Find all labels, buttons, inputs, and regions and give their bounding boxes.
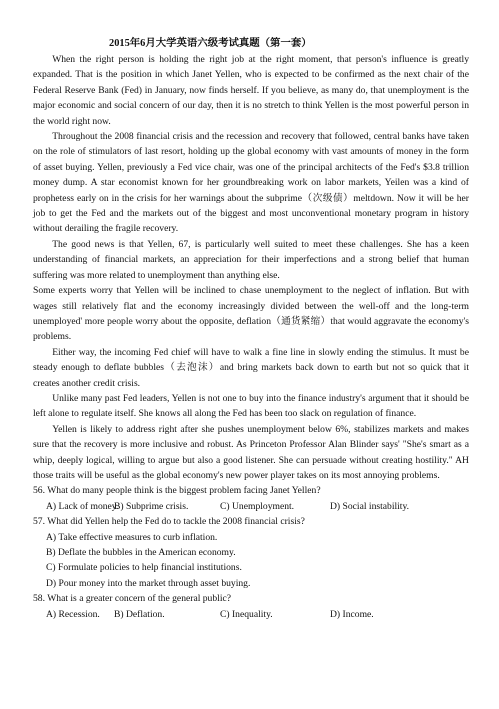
option-c: C) Formulate policies to help financial institutions. <box>46 562 242 574</box>
option-a: A) Recession. <box>46 608 100 620</box>
question-58-options <box>46 607 469 622</box>
option-b: B) Deflation. <box>114 608 165 620</box>
option-b: B) Subprime crisis. <box>114 500 189 512</box>
passage-paragraph: Throughout the 2008 financial crisis and the recession and recovery that followed, central banks have taken on the role of stimulators of last resort, holding up the global economy with vast amounts of money in the form of asset buying. Yellen, previously a Fed vice chair, was one of the principal architects of the Fed's $3.8 trillion money dump. A star economist known for her groundbreaking work on labor markets, Yeilen was a kind of prophetess early on in the crisis for her warnings about the subprime（次级债）meltdown. Now it will be her job to get the Fed and the markets out of the biggest and most unconventional monetary program in history without derailing the fragile recovery. <box>33 131 469 235</box>
question-57: 57. What did Yellen help the Fed do to tackle the 2008 financial crisis? <box>33 516 305 528</box>
passage-paragraph: The good news is that Yellen, 67, is particularly well suited to meet these challenges. She has a keen understanding of financial markets, an appreciation for their imperfections and a strong belief that human suffering was more related to unemployment than anything else. <box>33 238 469 281</box>
passage-paragraph: Some experts worry that Yellen will be inclined to chase unemployment to the neglect of inflation. But with wages still relatively flat and the economy increasingly divided between the well-off and the long-term unemployed' more people worry about the opposite, deflation（通货紧缩）that would aggravate the economy's problems. <box>33 285 469 343</box>
passage-paragraph: When the right person is holding the right job at the right moment, that person's influence is greatly expanded. That is the position in which Janet Yellen, who is expected to be confirmed as the next chair of the Federal Reserve Bank (Fed) in January, now finds herself. If you believe, as many do, that unemployment is the major economic and social concern of our day, then it is no stretch to think Yellen is the most powerful person in the world right now. <box>33 54 469 127</box>
page-title: 2015年6月大学英语六级考试真题（第一套） <box>109 38 312 49</box>
option-a: A) Lack of money. <box>46 500 119 512</box>
option-b: B) Deflate the bubbles in the American economy. <box>46 547 236 558</box>
option-d: D) Income. <box>330 608 374 620</box>
question-56-options <box>46 499 469 514</box>
passage-paragraph: Unlike many past Fed leaders, Yellen is not one to buy into the finance industry's argument that it should be left alone to regulate itself. She knows all along the Fed has been too slack on regulation of finance. <box>33 392 469 420</box>
option-a: A) Take effective measures to curb inflation. <box>46 531 218 543</box>
option-c: C) Unemployment. <box>220 500 295 512</box>
option-d: D) Pour money into the market through asset buying. <box>46 577 251 589</box>
question-58: 58. What is a greater concern of the general public? <box>33 593 232 605</box>
passage-paragraph: Yellen is likely to address right after she pushes unemployment below 6%, stabilizes markets and makes sure that the recovery is more inclusive and robust. As Princeton Professor Alan Blinder says' "She's smart as a whip, deeply logical, willing to argue but also a good listener. She can persuade without creating hostility." AH those traits will be useful as the global economy's new power player takes on its most annoying problems. <box>33 423 469 481</box>
option-d: D) Social instability. <box>330 500 410 512</box>
passage-paragraph: Either way, the incoming Fed chief will have to walk a fine line in slowly ending the stimulus. It must be steady enough to deflate bubbles（去泡沫）and bring markets back down to earth but not so quick that it creates another credit crisis. <box>33 346 469 389</box>
question-56: 56. What do many people think is the biggest problem facing Janet Yellen? <box>33 485 321 497</box>
option-c: C) Inequality. <box>220 608 273 620</box>
